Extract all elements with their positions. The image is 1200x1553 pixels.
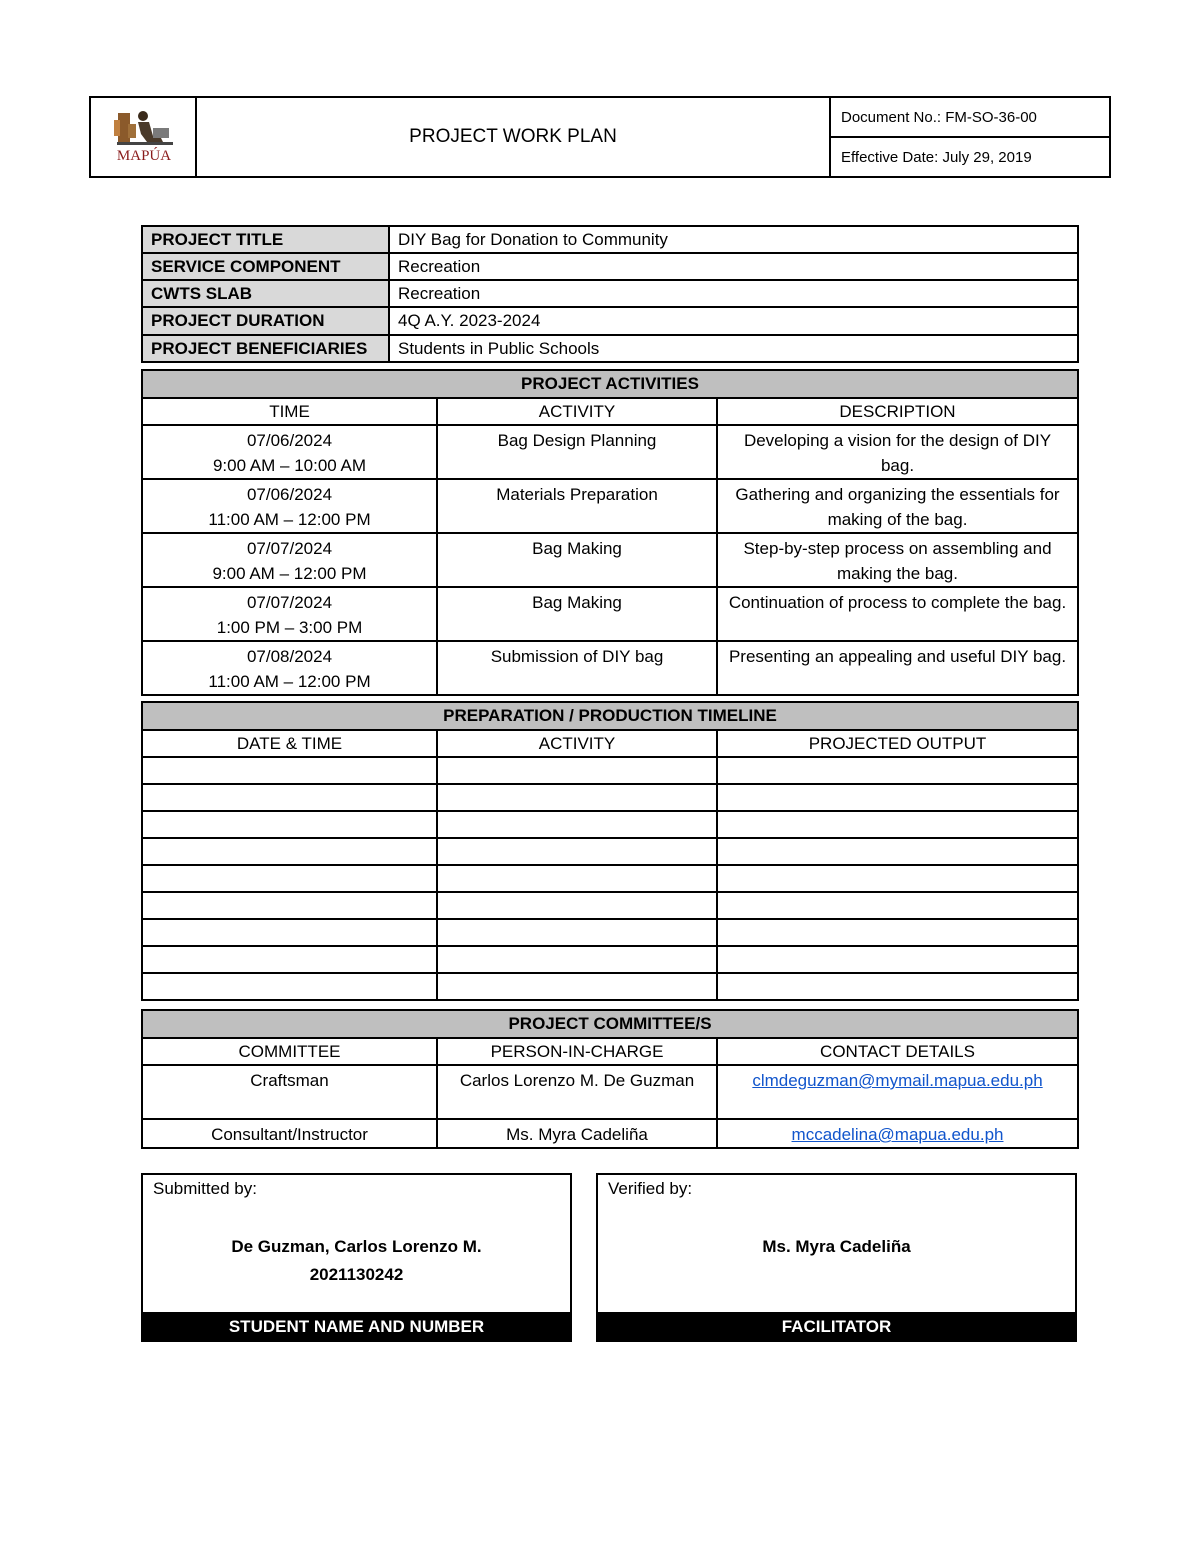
activity-time — [142, 425, 437, 479]
empty-cell[interactable] — [437, 811, 717, 838]
empty-cell[interactable] — [437, 919, 717, 946]
table-row — [142, 533, 1078, 587]
student-number: 2021130242 — [309, 1265, 404, 1284]
activity-time-range: 11:00 AM – 12:00 PM — [208, 672, 371, 691]
column-header-row — [142, 398, 1078, 425]
activity-time — [142, 641, 437, 695]
empty-cell[interactable] — [142, 757, 437, 784]
facilitator-name: Ms. Myra Cadeliña — [762, 1237, 911, 1256]
activity-time-range: 9:00 AM – 10:00 AM — [212, 456, 367, 475]
activity-date: 07/07/2024 — [246, 593, 333, 612]
activity-date: 07/06/2024 — [246, 485, 333, 504]
info-row — [142, 226, 1078, 253]
verified-by-box — [596, 1173, 1077, 1342]
info-row — [142, 253, 1078, 280]
activity-description: Continuation of process to complete the bag. — [717, 587, 1078, 641]
activity-name: Bag Design Planning — [437, 425, 717, 479]
activity-description: Developing a vision for the design of DIY bag. — [717, 425, 1078, 479]
table-row — [142, 946, 1078, 973]
section-header-row — [142, 1010, 1078, 1038]
empty-cell[interactable] — [437, 784, 717, 811]
verified-by-label: Verified by: — [608, 1179, 693, 1198]
person-in-charge: Ms. Myra Cadeliña — [437, 1119, 717, 1148]
empty-cell[interactable] — [142, 838, 437, 865]
service-component-label: SERVICE COMPONENT — [142, 253, 389, 280]
col-header-date-time: DATE & TIME — [142, 730, 437, 757]
project-title-value: DIY Bag for Donation to Community — [389, 226, 1078, 253]
activity-name: Materials Preparation — [437, 479, 717, 533]
committee-name: Consultant/Instructor — [142, 1119, 437, 1148]
empty-cell[interactable] — [717, 946, 1078, 973]
email-link[interactable]: clmdeguzman@mymail.mapua.edu.ph — [752, 1071, 1043, 1090]
col-header-description: DESCRIPTION — [717, 398, 1078, 425]
project-beneficiaries-value: Students in Public Schools — [389, 335, 1078, 362]
empty-cell[interactable] — [142, 865, 437, 892]
col-header-person-in-charge: PERSON-IN-CHARGE — [437, 1038, 717, 1065]
activity-time — [142, 587, 437, 641]
section-header-row — [142, 370, 1078, 398]
activity-name: Submission of DIY bag — [437, 641, 717, 695]
empty-cell[interactable] — [717, 919, 1078, 946]
empty-cell[interactable] — [142, 811, 437, 838]
table-row — [142, 919, 1078, 946]
student-name: De Guzman, Carlos Lorenzo M. — [231, 1237, 482, 1256]
empty-cell[interactable] — [142, 946, 437, 973]
activities-table — [141, 369, 1079, 696]
project-title-label: PROJECT TITLE — [142, 226, 389, 253]
empty-cell[interactable] — [142, 892, 437, 919]
empty-cell[interactable] — [717, 865, 1078, 892]
activity-time-range: 9:00 AM – 12:00 PM — [212, 564, 367, 583]
table-row — [142, 587, 1078, 641]
committee-name: Craftsman — [142, 1065, 437, 1119]
logo-cell — [91, 98, 197, 176]
facilitator-caption: FACILITATOR — [596, 1312, 1077, 1342]
empty-cell[interactable] — [437, 946, 717, 973]
col-header-activity: ACTIVITY — [437, 730, 717, 757]
activity-description: Step-by-step process on assembling and making the bag. — [717, 533, 1078, 587]
page-title: PROJECT WORK PLAN — [197, 98, 831, 176]
timeline-section-title: PREPARATION / PRODUCTION TIMELINE — [142, 702, 1078, 730]
empty-cell[interactable] — [437, 865, 717, 892]
table-row — [142, 865, 1078, 892]
activity-time — [142, 533, 437, 587]
section-header-row — [142, 702, 1078, 730]
cwts-slab-value: Recreation — [389, 280, 1078, 307]
timeline-table — [141, 701, 1079, 1001]
table-row — [142, 641, 1078, 695]
empty-cell[interactable] — [437, 838, 717, 865]
column-header-row — [142, 730, 1078, 757]
column-header-row — [142, 1038, 1078, 1065]
email-link[interactable]: mccadelina@mapua.edu.ph — [791, 1125, 1004, 1144]
submitted-by-box — [141, 1173, 572, 1342]
activity-description: Presenting an appealing and useful DIY bag. — [717, 641, 1078, 695]
committee-section-title: PROJECT COMMITTEE/S — [142, 1010, 1078, 1038]
activity-date: 07/06/2024 — [246, 431, 333, 450]
col-header-committee: COMMITTEE — [142, 1038, 437, 1065]
activity-date: 07/07/2024 — [246, 539, 333, 558]
empty-cell[interactable] — [142, 784, 437, 811]
table-row — [142, 479, 1078, 533]
table-row — [142, 838, 1078, 865]
effective-date: Effective Date: July 29, 2019 — [841, 148, 1032, 166]
empty-cell[interactable] — [142, 919, 437, 946]
empty-cell[interactable] — [717, 892, 1078, 919]
project-beneficiaries-label: PROJECT BENEFICIARIES — [142, 335, 389, 362]
empty-cell[interactable] — [717, 973, 1078, 1000]
table-row — [142, 425, 1078, 479]
empty-cell[interactable] — [437, 892, 717, 919]
project-info-table — [141, 225, 1079, 363]
col-header-time: TIME — [142, 398, 437, 425]
committee-table — [141, 1009, 1079, 1149]
col-header-contact-details: CONTACT DETAILS — [717, 1038, 1078, 1065]
table-row — [142, 757, 1078, 784]
student-name-number-caption: STUDENT NAME AND NUMBER — [141, 1312, 572, 1342]
activity-date: 07/08/2024 — [246, 647, 333, 666]
empty-cell[interactable] — [717, 838, 1078, 865]
empty-cell[interactable] — [437, 973, 717, 1000]
activity-name: Bag Making — [437, 533, 717, 587]
info-row — [142, 335, 1078, 362]
empty-cell[interactable] — [717, 757, 1078, 784]
project-duration-label: PROJECT DURATION — [142, 307, 389, 335]
empty-cell[interactable] — [717, 784, 1078, 811]
empty-cell[interactable] — [717, 811, 1078, 838]
activity-time-range: 1:00 PM – 3:00 PM — [216, 618, 363, 637]
col-header-activity: ACTIVITY — [437, 398, 717, 425]
info-row — [142, 307, 1078, 335]
empty-cell[interactable] — [437, 757, 717, 784]
col-header-projected-output: PROJECTED OUTPUT — [717, 730, 1078, 757]
person-in-charge: Carlos Lorenzo M. De Guzman — [437, 1065, 717, 1119]
empty-cell[interactable] — [142, 973, 437, 1000]
table-row — [142, 784, 1078, 811]
contact-cell — [717, 1065, 1078, 1119]
table-row — [142, 1119, 1078, 1148]
activity-time-range: 11:00 AM – 12:00 PM — [208, 510, 371, 529]
activities-section-title: PROJECT ACTIVITIES — [142, 370, 1078, 398]
table-row — [142, 892, 1078, 919]
logo-text: MAPÚA — [116, 148, 172, 164]
university-logo — [91, 98, 197, 176]
table-row — [142, 1065, 1078, 1119]
document-header — [89, 96, 1111, 178]
contact-cell — [717, 1119, 1078, 1148]
service-component-value: Recreation — [389, 253, 1078, 280]
activity-description: Gathering and organizing the essentials for making of the bag. — [717, 479, 1078, 533]
table-row — [142, 973, 1078, 1000]
submitted-by-label: Submitted by: — [153, 1179, 257, 1198]
activity-time — [142, 479, 437, 533]
cwts-slab-label: CWTS SLAB — [142, 280, 389, 307]
project-duration-value: 4Q A.Y. 2023-2024 — [389, 307, 1078, 335]
activity-name: Bag Making — [437, 587, 717, 641]
table-row — [142, 811, 1078, 838]
document-number: Document No.: FM-SO-36-00 — [831, 98, 1111, 138]
info-row — [142, 280, 1078, 307]
